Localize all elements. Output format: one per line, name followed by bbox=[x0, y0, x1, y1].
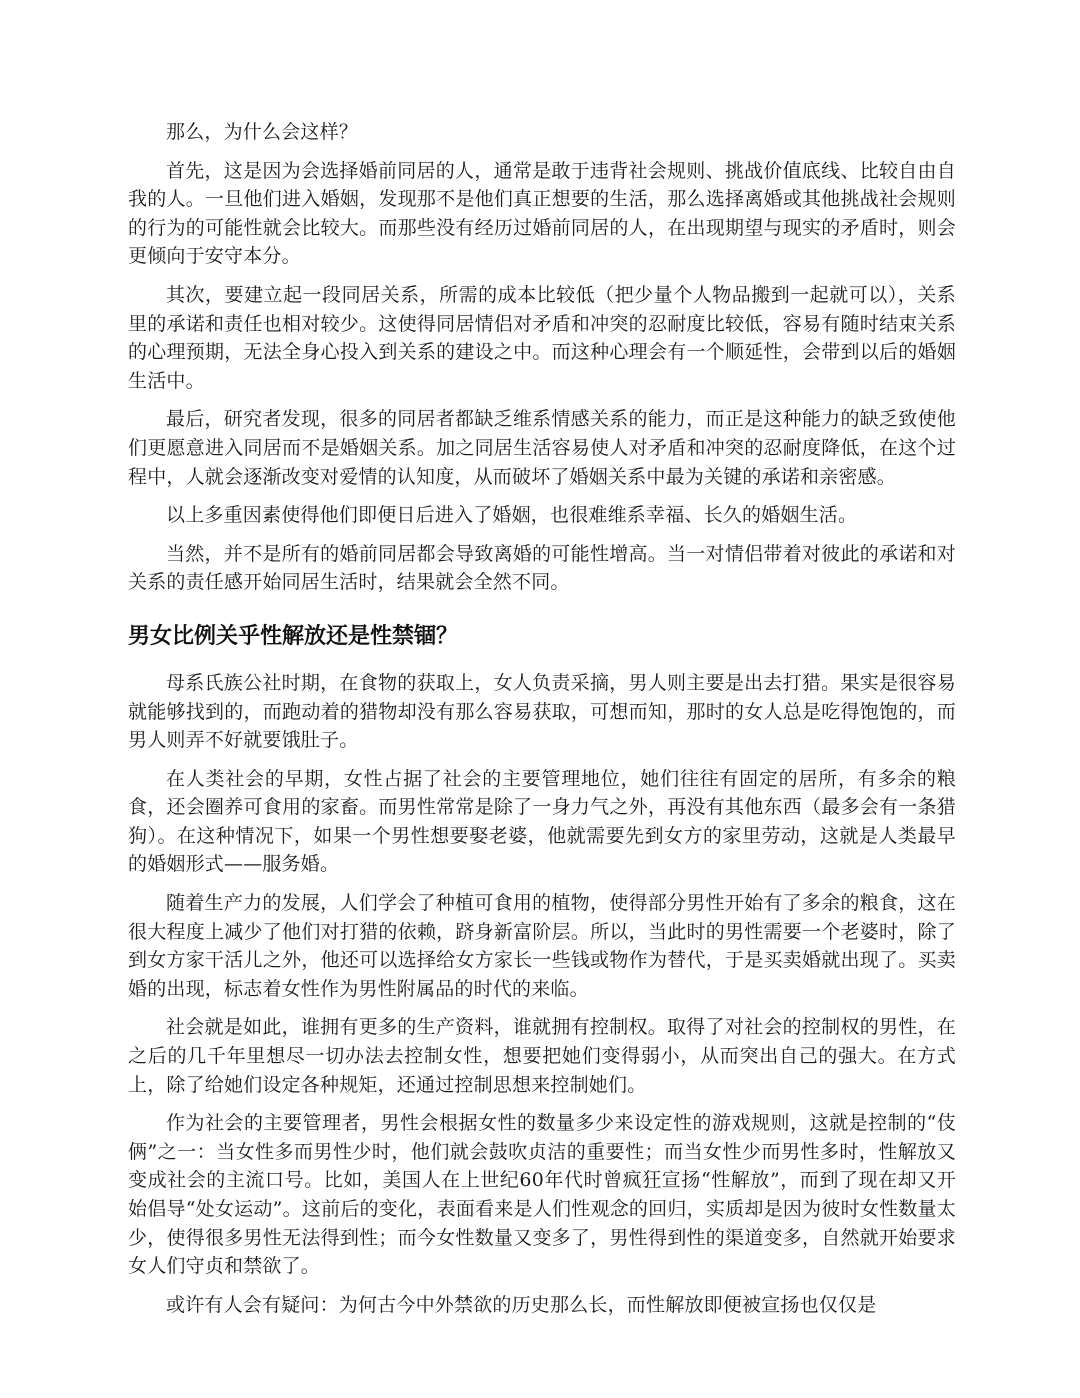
document-page bbox=[128, 118, 956, 1329]
paragraph: 随着生产力的发展，人们学会了种植可食用的植物，使得部分男性开始有了多余的粮食，这在很大程度上减少了他们对打猎的依赖，跻身新富阶层。所以，当此时的男性需要一个老婆时，除了到女方家干活儿之外，他还可以选择给女方家长一些钱或物作为替代，于是买卖婚就出现了。买卖婚的出现，标志着女性作为男性附属品的时代的来临。 bbox=[128, 892, 956, 1000]
paragraph: 社会就是如此，谁拥有更多的生产资料，谁就拥有控制权。取得了对社会的控制权的男性，在之后的几千年里想尽一切办法去控制女性，想要把她们变得弱小，从而突出自己的强大。在方式上，除了给她们设定各种规矩，还通过控制思想来控制她们。 bbox=[128, 1016, 956, 1096]
paragraph: 最后，研究者发现，很多的同居者都缺乏维系情感关系的能力，而正是这种能力的缺乏致使他们更愿意进入同居而不是婚姻关系。加之同居生活容易使人对矛盾和冲突的忍耐度降低，在这个过程中，人就会逐渐改变对爱情的认知度，从而破坏了婚姻关系中最为关键的承诺和亲密感。 bbox=[128, 408, 956, 488]
paragraph: 其次，要建立起一段同居关系，所需的成本比较低（把少量个人物品搬到一起就可以），关系里的承诺和责任也相对较少。这使得同居情侣对矛盾和冲突的忍耐度比较低，容易有随时结束关系的心理预期，无法全身心投入到关系的建设之中。而这种心理会有一个顺延性，会带到以后的婚姻生活中。 bbox=[128, 283, 956, 392]
paragraph: 那么，为什么会这样？ bbox=[166, 121, 359, 143]
paragraph: 在人类社会的早期，女性占据了社会的主要管理地位，她们往往有固定的居所，有多余的粮食，还会圈养可食用的家畜。而男性常常是除了一身力气之外，再没有其他东西（最多会有一条猎狗）。在这种情况下，如果一个男性想要娶老婆，他就需要先到女方的家里劳动，这就是人类最早的婚姻形式——服务婚。 bbox=[128, 767, 956, 876]
paragraph: 母系氏族公社时期，在食物的获取上，女人负责采摘，男人则主要是出去打猎。果实是很容易就能够找到的，而跑动着的猎物却没有那么容易获取，可想而知，那时的女人总是吃得饱饱的，而男人则弄不好就要饿肚子。 bbox=[128, 671, 956, 752]
section-heading: 男女比例关乎性解放还是性禁锢？ bbox=[128, 623, 459, 649]
paragraph: 以上多重因素使得他们即便日后进入了婚姻，也很难维系幸福、长久的婚姻生活。 bbox=[166, 504, 858, 527]
paragraph: 或许有人会有疑问：为何古今中外禁欲的历史那么长，而性解放即便被宣扬也仅仅是 bbox=[166, 1293, 877, 1316]
paragraph: 当然，并不是所有的婚前同居都会导致离婚的可能性增高。当一对情侣带着对彼此的承诺和对关系的责任感开始同居生活时，结果就会全然不同。 bbox=[128, 542, 956, 594]
paragraph: 首先，这是因为会选择婚前同居的人，通常是敢于违背社会规则、挑战价值底线、比较自由自我的人。一旦他们进入婚姻，发现那不是他们真正想要的生活，那么选择离婚或其他挑战社会规则的行为的可能性就会比较大。而那些没有经历过婚前同居的人，在出现期望与现实的矛盾时，则会更倾向于安守本分。 bbox=[128, 159, 956, 268]
paragraph: 作为社会的主要管理者，男性会根据女性的数量多少来设定性的游戏规则，这就是控制的“伎俩”之一：当女性多而男性少时，他们就会鼓吹贞洁的重要性；而当女性少而男性多时，性解放又变成社会的主流口号。比如，美国人在上世纪60年代时曾疯狂宣扬“性解放”，而到了现在却又开始倡导“处女运动”。这前后的变化，表面看来是人们性观念的回归，实质却是因为彼时女性数量太少，使得很多男性无法得到性；而今女性数量又变多了，男性得到性的渠道变多，自然就开始要求女人们守贞和禁欲了。 bbox=[128, 1112, 956, 1278]
